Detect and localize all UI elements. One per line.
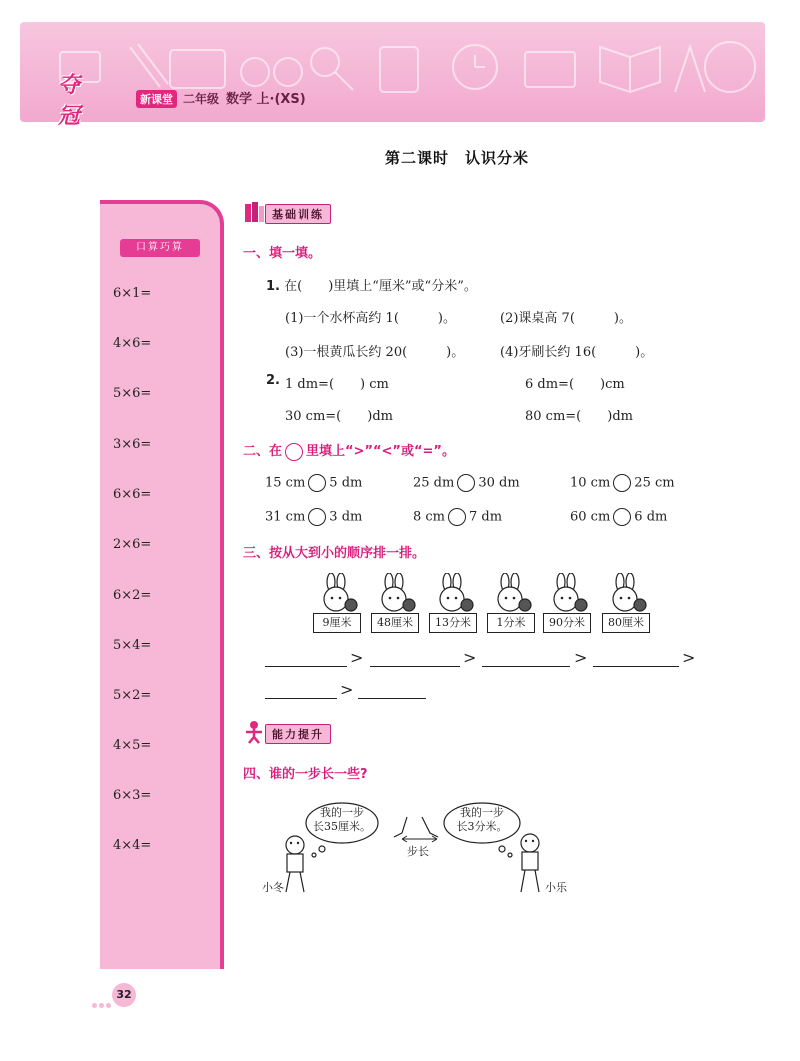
compare-item — [413, 474, 520, 492]
length-label: 9厘米 — [313, 613, 361, 633]
order-blank[interactable] — [593, 650, 679, 667]
bunny-card — [602, 573, 650, 633]
bunny-icon — [371, 573, 419, 615]
compare-right: 3 dm — [329, 509, 363, 525]
q1-item-b[interactable]: (2)课桌高 7( )。 — [500, 311, 632, 326]
sidebar-item: 6×3= — [113, 788, 152, 803]
compare-left: 25 dm — [413, 475, 455, 491]
compare-item — [413, 508, 502, 526]
q4-heading: 四、谁的一步长一些? — [243, 767, 368, 782]
order-blank[interactable] — [265, 650, 347, 667]
compare-circle[interactable] — [448, 508, 466, 526]
q1-heading: 一、填一填。 — [243, 246, 322, 261]
gt-sign: > — [682, 648, 696, 667]
gt-sign: > — [340, 680, 354, 699]
sidebar-item: 4×5= — [113, 738, 152, 753]
q2-heading-pre: 二、在 — [243, 444, 283, 459]
right-speech-bubble — [452, 806, 512, 834]
compare-item — [570, 508, 667, 526]
gt-sign: > — [574, 648, 588, 667]
compare-right: 25 cm — [634, 475, 675, 491]
sidebar-item: 2×6= — [113, 537, 152, 552]
compare-right: 6 dm — [634, 509, 668, 525]
q1-item-a[interactable]: (1)一个水杯高约 1( )。 — [285, 311, 456, 326]
order-blank[interactable] — [482, 650, 570, 667]
compare-left: 10 cm — [570, 475, 611, 491]
left-speech-line1: 我的一步 — [320, 806, 364, 819]
sidebar-item: 6×2= — [113, 588, 152, 603]
q2-heading — [243, 440, 455, 461]
q1-part1-text: 在( )里填上“厘米”或“分米”。 — [284, 279, 477, 294]
person-icon — [243, 720, 265, 744]
mental-math-sidebar — [100, 200, 224, 969]
compare-circle[interactable] — [308, 508, 326, 526]
bunny-card — [313, 573, 361, 633]
length-label: 13分米 — [429, 613, 477, 633]
compare-item — [265, 508, 362, 526]
sidebar-item: 4×4= — [113, 838, 152, 853]
gt-sign: > — [350, 648, 364, 667]
q1-conv-b[interactable]: 6 dm=( )cm — [525, 377, 625, 392]
section-ability-label: 能力提升 — [265, 724, 331, 744]
q2-heading-post: 里填上“>”“<”或“=”。 — [306, 444, 455, 459]
length-label: 48厘米 — [371, 613, 419, 633]
sidebar-item: 4×6= — [113, 336, 152, 351]
q1-part1 — [266, 275, 477, 294]
q3-heading: 三、按从大到小的顺序排一排。 — [243, 546, 426, 561]
right-speech-line2: 长3分米。 — [456, 820, 508, 833]
bunny-card — [487, 573, 535, 633]
compare-circle[interactable] — [613, 508, 631, 526]
order-blank[interactable] — [370, 650, 460, 667]
step-length-illustration — [262, 795, 572, 905]
bunny-card — [371, 573, 419, 633]
q1-conv-c[interactable]: 30 cm=( )dm — [285, 409, 393, 424]
compare-circle[interactable] — [308, 474, 326, 492]
compare-left: 60 cm — [570, 509, 611, 525]
compare-left: 31 cm — [265, 509, 306, 525]
compare-item — [570, 474, 675, 492]
left-speech-bubble — [312, 806, 372, 834]
compare-right: 7 dm — [469, 509, 503, 525]
compare-item — [265, 474, 362, 492]
bunny-icon — [543, 573, 591, 615]
sidebar-item: 3×6= — [113, 437, 152, 452]
sidebar-item: 5×6= — [113, 386, 152, 401]
q1-part2-num: 2. — [266, 373, 280, 388]
bunny-icon — [429, 573, 477, 615]
compare-right: 5 dm — [329, 475, 363, 491]
subject-label: 数学 上·(XS) — [226, 92, 306, 107]
compare-circle[interactable] — [457, 474, 475, 492]
right-name: 小乐 — [545, 881, 567, 894]
page-title: 第二课时 认识分米 — [385, 149, 530, 167]
compare-circle[interactable] — [613, 474, 631, 492]
left-speech-line2: 长35厘米。 — [313, 820, 371, 833]
brand-logo: 夺冠 — [58, 73, 79, 129]
q1-part2-number — [266, 373, 280, 388]
bunny-card — [543, 573, 591, 633]
q1-conv-a[interactable]: 1 dm=( ) cm — [285, 377, 389, 392]
compare-left: 8 cm — [413, 509, 446, 525]
bunny-icon — [602, 573, 650, 615]
stationery-pattern-icon — [20, 22, 765, 122]
gt-sign: > — [463, 648, 477, 667]
header-banner — [20, 22, 765, 122]
compare-left: 15 cm — [265, 475, 306, 491]
compare-right: 30 dm — [478, 475, 520, 491]
sidebar-title: 口算巧算 — [120, 239, 200, 257]
sidebar-item: 5×4= — [113, 638, 152, 653]
length-label: 1分米 — [487, 613, 535, 633]
order-blank[interactable] — [358, 682, 426, 699]
brand-badge: 新课堂 — [136, 90, 177, 108]
grade-label: 二年级 — [183, 92, 220, 106]
length-label: 90分米 — [543, 613, 591, 633]
sidebar-item: 5×2= — [113, 688, 152, 703]
page-dots — [92, 993, 113, 1012]
q1-part1-number: 1. — [266, 279, 280, 294]
section-basic-label: 基础训练 — [265, 204, 331, 224]
sidebar-item: 6×1= — [113, 286, 152, 301]
q1-item-d[interactable]: (4)牙刷长约 16( )。 — [500, 345, 654, 360]
bunny-icon — [313, 573, 361, 615]
books-icon — [243, 200, 265, 224]
circle-icon — [285, 443, 303, 461]
q1-conv-d[interactable]: 80 cm=( )dm — [525, 409, 633, 424]
bunny-card — [429, 573, 477, 633]
bunny-icon — [487, 573, 535, 615]
length-label: 80厘米 — [602, 613, 650, 633]
sidebar-item: 6×6= — [113, 487, 152, 502]
right-speech-line1: 我的一步 — [460, 806, 504, 819]
page-number: 32 — [112, 983, 136, 1007]
q1-item-c[interactable]: (3)一根黄瓜长约 20( )。 — [285, 345, 465, 360]
left-name: 小冬 — [262, 881, 284, 894]
order-blank[interactable] — [265, 682, 337, 699]
step-label: 步长 — [407, 845, 429, 858]
